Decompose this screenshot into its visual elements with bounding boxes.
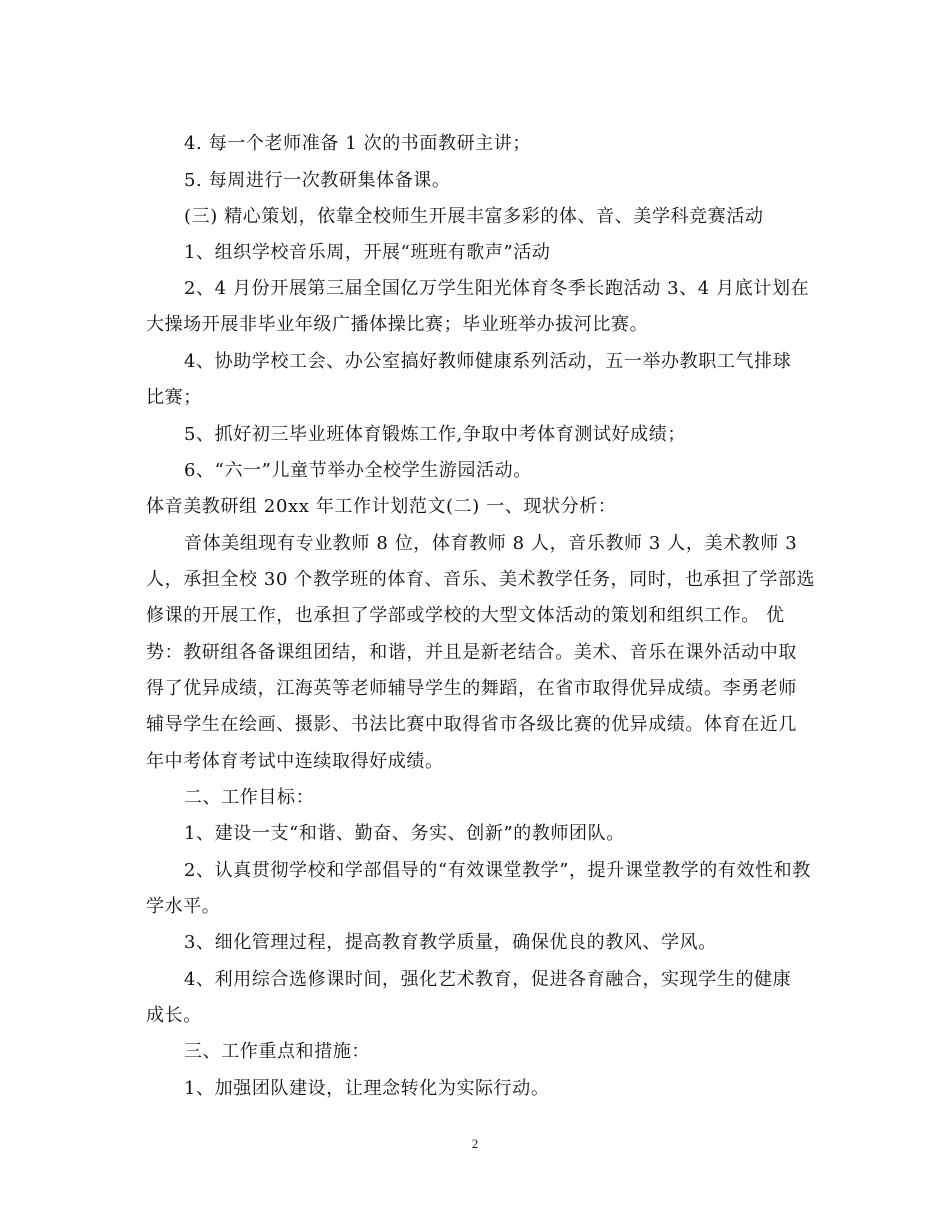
text-line: (三) 精心策划，依靠全校师生开展丰富多彩的体、音、美学科竞赛活动 xyxy=(184,206,764,227)
section-heading: 三、工作重点和措施： xyxy=(184,1041,370,1062)
text-line: 修课的开展工作，也承担了学部或学校的大型文体活动的策划和组织工作。 优 xyxy=(146,605,785,626)
text-line: 学水平。 xyxy=(146,896,221,917)
text-line: 音体美组现有专业教师 8 位，体育教师 8 人，音乐教师 3 人，美术教师 3 xyxy=(184,533,798,554)
text-line: 体音美教研组 20xx 年工作计划范文(二) 一、现状分析： xyxy=(146,496,617,517)
text-line: 大操场开展非毕业年级广播体操比赛；毕业班举办拔河比赛。 xyxy=(146,314,649,335)
text-line: 4、协助学校工会、办公室搞好教师健康系列活动，五一举办教职工气排球 xyxy=(184,351,792,372)
text-line: 比赛； xyxy=(146,387,202,408)
page-number: 2 xyxy=(471,1136,479,1151)
text-line: 成长。 xyxy=(146,1005,202,1026)
text-line: 3、细化管理过程，提高教育教学质量，确保优良的教风、学风。 xyxy=(184,932,717,953)
text-line: 辅导学生在绘画、摄影、书法比赛中取得省市各级比赛的优异成绩。体育在近几 xyxy=(146,714,797,735)
text-line: 5、抓好初三毕业班体育锻炼工作,争取中考体育测试好成绩； xyxy=(184,424,686,445)
text-line: 5. 每周进行一次教研集体备课。 xyxy=(184,170,451,191)
text-line: 年中考体育考试中连续取得好成绩。 xyxy=(146,751,444,772)
text-line: 得了优异成绩，江海英等老师辅导学生的舞蹈，在省市取得优异成绩。李勇老师 xyxy=(146,678,797,699)
text-line: 人，承担全校 30 个教学班的体育、音乐、美术教学任务，同时，也承担了学部选 xyxy=(146,569,816,590)
text-line: 4. 每一个老师准备 1 次的书面教研主讲； xyxy=(184,133,531,154)
text-line: 势：教研组各备课组团结，和谐，并且是新老结合。美术、音乐在课外活动中取 xyxy=(146,642,797,663)
text-line: 1、加强团队建设，让理念转化为实际行动。 xyxy=(184,1078,550,1099)
text-line: 1、建设一支“和谐、勤奋、务实、创新”的教师团队。 xyxy=(184,823,625,844)
text-line: 2、认真贯彻学校和学部倡导的“有效课堂教学”，提升课堂教学的有效性和教 xyxy=(184,860,811,881)
text-line: 1、组织学校音乐周，开展“班班有歌声”活动 xyxy=(184,242,551,263)
section-heading: 二、工作目标： xyxy=(184,787,315,808)
text-line: 4、利用综合选修课时间，强化艺术教育，促进各育融合，实现学生的健康 xyxy=(184,969,792,990)
text-line: 6、“六一”儿童节举办全校学生游园活动。 xyxy=(184,460,532,481)
text-line: 2、4 月份开展第三届全国亿万学生阳光体育冬季长跑活动 3、4 月底计划在 xyxy=(184,278,810,299)
